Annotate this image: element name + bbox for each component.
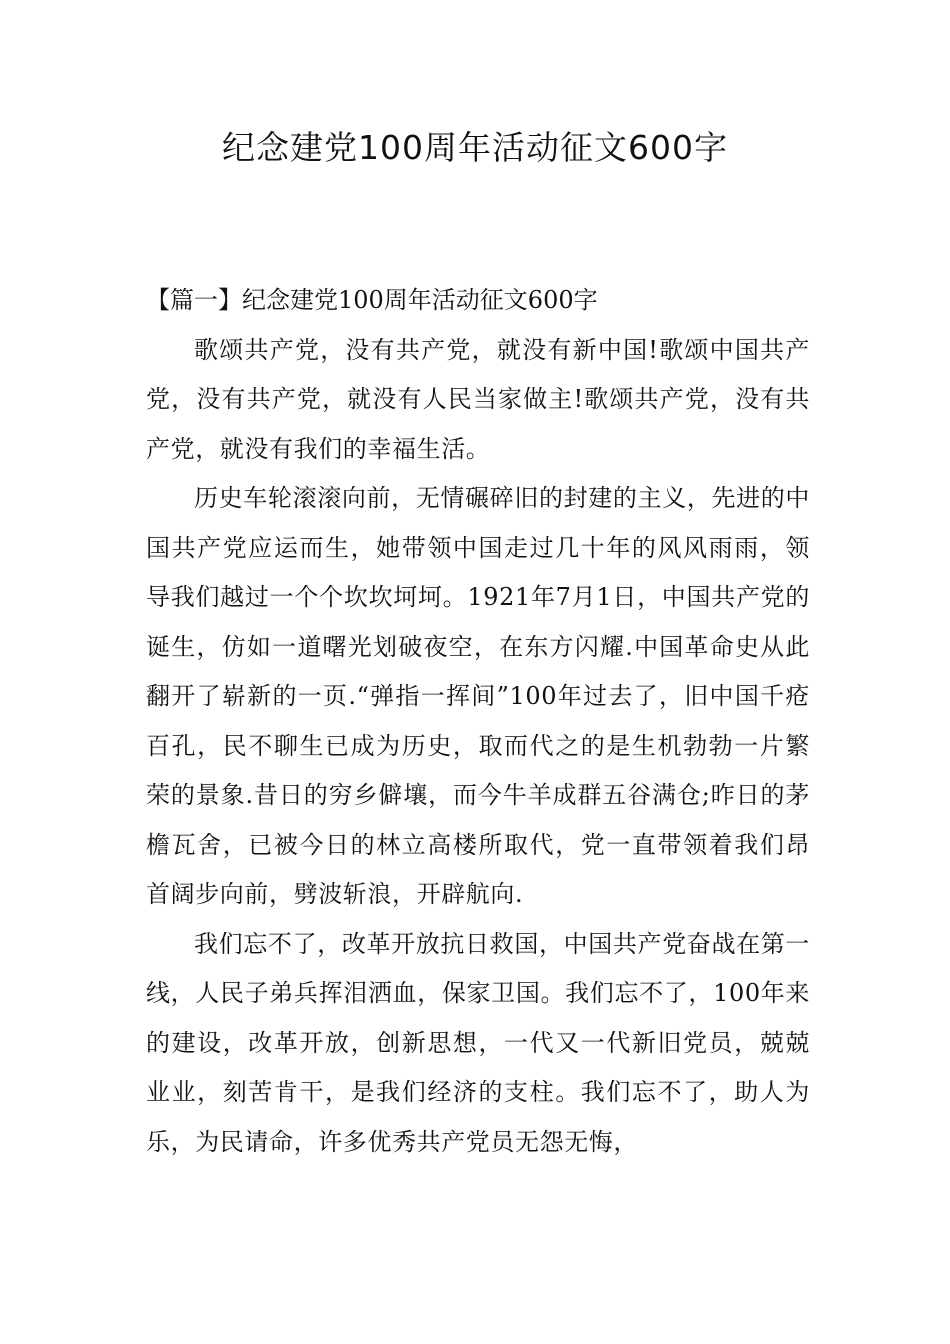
paragraph-1: 歌颂共产党，没有共产党，就没有新中国!歌颂中国共产党，没有共产党，就没有人民当家做主!歌颂共产党，没有共产党，就没有我们的幸福生活。	[146, 335, 810, 463]
document-title: 纪念建党100周年活动征文600字	[222, 128, 728, 167]
paragraph-2: 历史车轮滚滚向前，无情碾碎旧的封建的主义，先进的中国共产党应运而生，她带领中国走过几十年的风风雨雨，领导我们越过一个个坎坎坷坷。1921年7月1日，中国共产党的诞生，仿如一道曙光划破夜空，在东方闪耀.中国革命史从此翻开了崭新的一页.“弹指一挥间”100年过去了，旧中国千疮百孔，民不聊生已成为历史，取而代之的是生机勃勃一片繁荣的景象.昔日的穷乡僻壤，而今牛羊成群五谷满仓;昨日的茅檐瓦舍，已被今日的林立高楼所取代，党一直带领着我们昂首阔步向前，劈波斩浪，开辟航向.	[146, 484, 810, 908]
section-heading: 【篇一】纪念建党100周年活动征文600字	[146, 286, 598, 314]
document-body	[146, 276, 810, 1167]
paragraph-3: 我们忘不了，改革开放抗日救国，中国共产党奋战在第一线，人民子弟兵挥泪洒血，保家卫国。我们忘不了，100年来的建设，改革开放，创新思想，一代又一代新旧党员，兢兢业业，刻苦肯干，是我们经济的支柱。我们忘不了，助人为乐，为民请命，许多优秀共产党员无怨无悔，	[146, 929, 810, 1156]
